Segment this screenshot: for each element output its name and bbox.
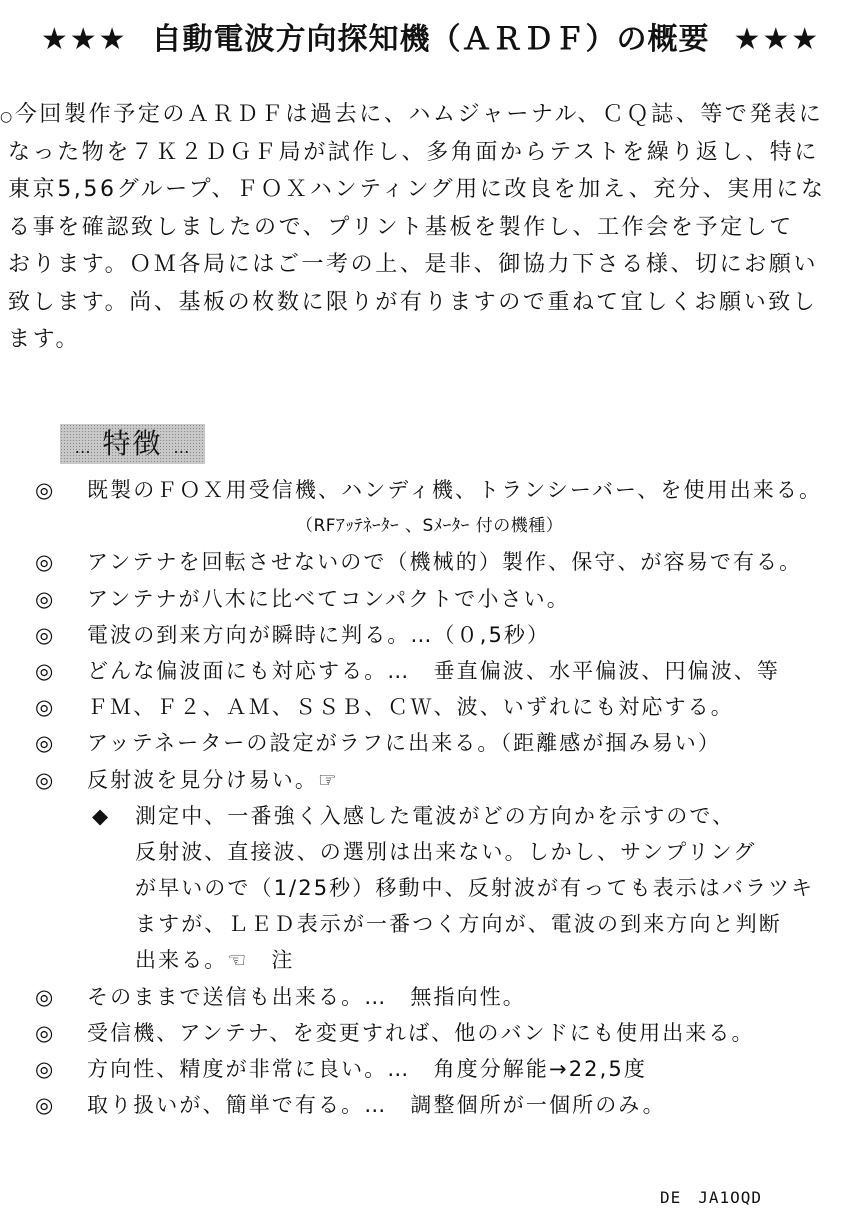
intro-line-4: る事を確認致しましたので、プリント基板を製作し、工作会を予定して (8, 214, 794, 240)
feature-text: そのままで送信も出来る。… 無指向性。 (87, 984, 526, 1009)
feature-item (0, 544, 861, 580)
feature-text: 受信機、アンテナ、を変更すれば、他のバンドにも使用出来る。 (87, 1020, 755, 1045)
feature-item (0, 762, 861, 798)
features-list (0, 472, 861, 1123)
feature-text: 反射波を見分け易い。☞ (87, 767, 339, 792)
heading-dots-left: … (74, 438, 92, 457)
feature-text: 方向性、精度が非常に良い。… 角度分解能→22,5度 (87, 1057, 647, 1081)
double-circle-bullet-icon: ◎ (35, 767, 54, 792)
feature-text: ＦＭ、Ｆ２、ＡＭ、ＳＳＢ、ＣＷ、波、いずれにも対応する。 (87, 695, 734, 720)
feature-item (0, 472, 861, 508)
feature-note (0, 508, 861, 544)
feature-item (0, 581, 861, 617)
feature-item (0, 653, 861, 689)
title-stars-right: ★★★ (733, 22, 821, 57)
sub-note-line: 測定中、一番強く入感した電波がどの方向かを示すので、 (135, 803, 736, 828)
double-circle-bullet-icon: ◎ (35, 1020, 54, 1045)
feature-item (0, 1015, 861, 1051)
title-stars-left: ★★★ (40, 22, 128, 57)
double-circle-bullet-icon: ◎ (35, 478, 54, 502)
feature-text: アンテナが八木に比べてコンパクトで小さい。 (87, 586, 570, 611)
double-circle-bullet-icon: ◎ (35, 1057, 54, 1081)
feature-text: 取り扱いが、簡単で有る。… 調整個所が一個所のみ。 (87, 1093, 666, 1118)
sub-note-line: ますが、ＬＥＤ表示が一番つく方向が、電波の到来方向と判断 (135, 912, 782, 937)
feature-text: 既製のＦＯＸ用受信機、ハンディ機、トランシーバー、を使用出来る。 (87, 478, 823, 502)
intro-line-3: 東京5,56グループ、ＦＯＸハンティング用に改良を加え、充分、実用にな (8, 177, 826, 202)
sub-note-line: 反射波、直接波、の選別は出来ない。しかし、サンプリング (135, 839, 757, 864)
heading-dots-right: … (173, 438, 191, 457)
sub-note-continuation (0, 834, 861, 870)
feature-text: 電波の到来方向が瞬時に判る。…（０,5秒） (87, 622, 551, 647)
sub-note-item (0, 798, 861, 834)
feature-item (0, 979, 861, 1015)
intro-paragraph (0, 96, 861, 359)
feature-note-text: （RFｱｯﾃﾈｰﾀｰ 、Sﾒｰﾀｰ 付の機種） (296, 516, 564, 537)
feature-item (0, 725, 861, 761)
heading-text: 特徴 (102, 427, 163, 460)
sub-note-continuation (0, 870, 861, 906)
feature-text: どんな偏波面にも対応する。… 垂直偏波、水平偏波、円偏波、等 (87, 658, 780, 683)
double-circle-bullet-icon: ◎ (35, 731, 54, 756)
diamond-bullet-icon: ◆ (92, 803, 109, 828)
feature-text: アンテナを回転させないので（機械的）製作、保守、が容易で有る。 (87, 550, 803, 575)
signature: DE JA1OQD (660, 1188, 763, 1207)
double-circle-bullet-icon: ◎ (35, 586, 54, 611)
feature-item (0, 689, 861, 725)
double-circle-bullet-icon: ◎ (35, 695, 54, 720)
sub-note-line: 出来る。☜ 注 (135, 948, 295, 973)
sub-note-line: が早いので（1/25秒）移動中、反射波が有っても表示はバラツキ (135, 876, 815, 901)
intro-line-5: おります。ＯＭ各局にはご一考の上、是非、御協力下さる様、切にお願い (8, 252, 819, 277)
double-circle-bullet-icon: ◎ (35, 984, 54, 1009)
features-heading (60, 424, 205, 464)
intro-lead-mark: ○ (0, 109, 15, 125)
double-circle-bullet-icon: ◎ (35, 550, 54, 575)
title-text: 自動電波方向探知機（ＡＲＤＦ）の概要 (151, 22, 710, 57)
feature-item (0, 1087, 861, 1123)
page-title (0, 14, 861, 58)
double-circle-bullet-icon: ◎ (35, 1093, 54, 1118)
feature-text: アッテネーターの設定がラフに出来る。（距離感が掴み易い） (87, 731, 721, 756)
double-circle-bullet-icon: ◎ (35, 658, 54, 683)
intro-line-1: ○今回製作予定のＡＲＤＦは過去に、ハムジャーナル、ＣＱ誌、等で発表に (0, 102, 824, 127)
feature-item (0, 1051, 861, 1087)
intro-line-2: なった物を７Ｋ２ＤＧＦ局が試作し、多角面からテストを繰り返し、特に (8, 139, 819, 165)
intro-line-7: ます。 (8, 327, 81, 352)
sub-note-continuation (0, 942, 861, 978)
double-circle-bullet-icon: ◎ (35, 622, 54, 647)
feature-item (0, 617, 861, 653)
intro-line-6: 致します。尚、基板の枚数に限りが有りますので重ねて宜しくお願い致し (8, 289, 818, 315)
sub-note-continuation (0, 906, 861, 942)
